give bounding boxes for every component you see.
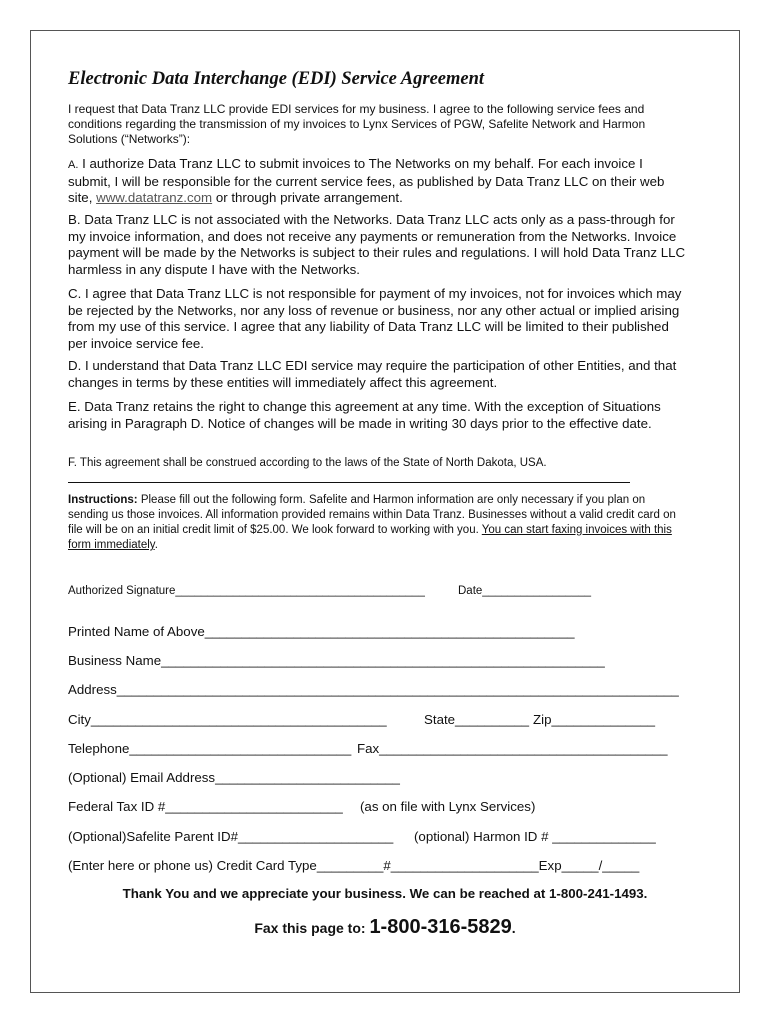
city-field[interactable]: City________________________________________ xyxy=(68,712,387,727)
paragraph-c: C. I agree that Data Tranz LLC is not responsible for payment of my invoices, not for invoices which may be rejected by the Networks, nor any loss of revenue or business, nor any other actual or implied arising from my use of this service. I agree that any liability of Data Tranz LLC will be limited to their published per invoice service fee. xyxy=(68,286,682,351)
safelite-parent-id-field[interactable]: (Optional)Safelite Parent ID#_____________________ xyxy=(68,829,394,844)
fax-field[interactable]: Fax_______________________________________ xyxy=(357,741,668,756)
credit-card-field[interactable]: (Enter here or phone us) Credit Card Type_________#____________________Exp_____/_____ xyxy=(68,858,640,873)
thank-you-line: Thank You and we appreciate your business. We can be reached at 1-800-241-1493. xyxy=(122,886,648,901)
instructions-text: Please fill out the following form. Safelite and Harmon information are only necessary if you plan on sending us those invoices. All information provided remains within Data Tranz. Businesses without a valid credit card on file will be on an initial credit limit of $25.00. We look forward to working with you. xyxy=(68,494,676,536)
harmon-id-field[interactable]: (optional) Harmon ID # ______________ xyxy=(414,829,656,844)
fax-end: . xyxy=(511,920,516,936)
federal-tax-id-field[interactable]: Federal Tax ID #________________________ xyxy=(68,799,343,814)
instructions-end: . xyxy=(154,539,158,551)
instructions-label: Instructions: xyxy=(68,494,138,506)
zip-field[interactable]: Zip______________ xyxy=(533,712,656,727)
paragraph-b: B. Data Tranz LLC is not associated with the Networks. Data Tranz LLC acts only as a pass-through for my invoice information, and does not receive any payments or remuneration from the Networks. Invoice payment will be made by the Networks is subject to their rules and regulations. I will hold Data Tranz LLC harmless in any dispute I have with the Networks. xyxy=(68,212,686,277)
paragraph-a-text-end: or through private arrangement. xyxy=(212,190,403,205)
paragraph-d: D. I understand that Data Tranz LLC EDI service may require the participation of other Entities, and that changes in terms by these entities will immediately affect this agreement. xyxy=(68,358,677,390)
paragraph-f: F. This agreement shall be construed according to the laws of the State of North Dakota, USA. xyxy=(68,457,547,469)
state-field[interactable]: State__________ xyxy=(424,712,529,727)
divider-line xyxy=(68,482,630,483)
business-name-field[interactable]: Business Name____________________________________________________________ xyxy=(68,653,605,668)
instructions-underlined: You can start faxing invoices with this form immediately xyxy=(68,524,672,551)
paragraph-a-letter: A. xyxy=(68,159,79,171)
intro-paragraph: I request that Data Tranz LLC provide EDI services for my business. I agree to the following service fees and conditions regarding the transmission of my invoices to Lynx Services of PGW, Safelite Network and Harmon Solutions (“Networks”): xyxy=(68,102,646,146)
page-title: Electronic Data Interchange (EDI) Service Agreement xyxy=(68,69,485,89)
datatranz-link[interactable]: www.datatranz.com xyxy=(96,190,213,205)
paragraph-a xyxy=(68,156,688,207)
fax-instruction xyxy=(0,916,770,939)
fax-label: Fax this page to: xyxy=(254,920,370,936)
paragraph-e: E. Data Tranz retains the right to change this agreement at any time. With the exception of Situations arising in Paragraph D. Notice of changes will be made in writing 30 days prior to the effective date. xyxy=(68,399,661,431)
tax-id-note: (as on file with Lynx Services) xyxy=(360,799,536,814)
date-field[interactable]: Date_________________ xyxy=(458,585,592,597)
address-field[interactable]: Address____________________________________________________________________________ xyxy=(68,682,679,697)
instructions xyxy=(68,493,688,553)
fax-number: 1-800-316-5829 xyxy=(369,916,512,938)
telephone-field[interactable]: Telephone______________________________ xyxy=(68,741,352,756)
printed-name-field[interactable]: Printed Name of Above__________________________________________________ xyxy=(68,624,575,639)
email-field[interactable]: (Optional) Email Address_________________________ xyxy=(68,770,400,785)
paragraph-a-text: I authorize Data Tranz LLC to submit invoices to The Networks on my behalf. For each invoice I submit, I will be responsible for the current service fees, as published by Data Tranz LLC on their web site, xyxy=(68,156,665,205)
signature-field[interactable]: Authorized Signature_______________________________________ xyxy=(68,585,425,597)
